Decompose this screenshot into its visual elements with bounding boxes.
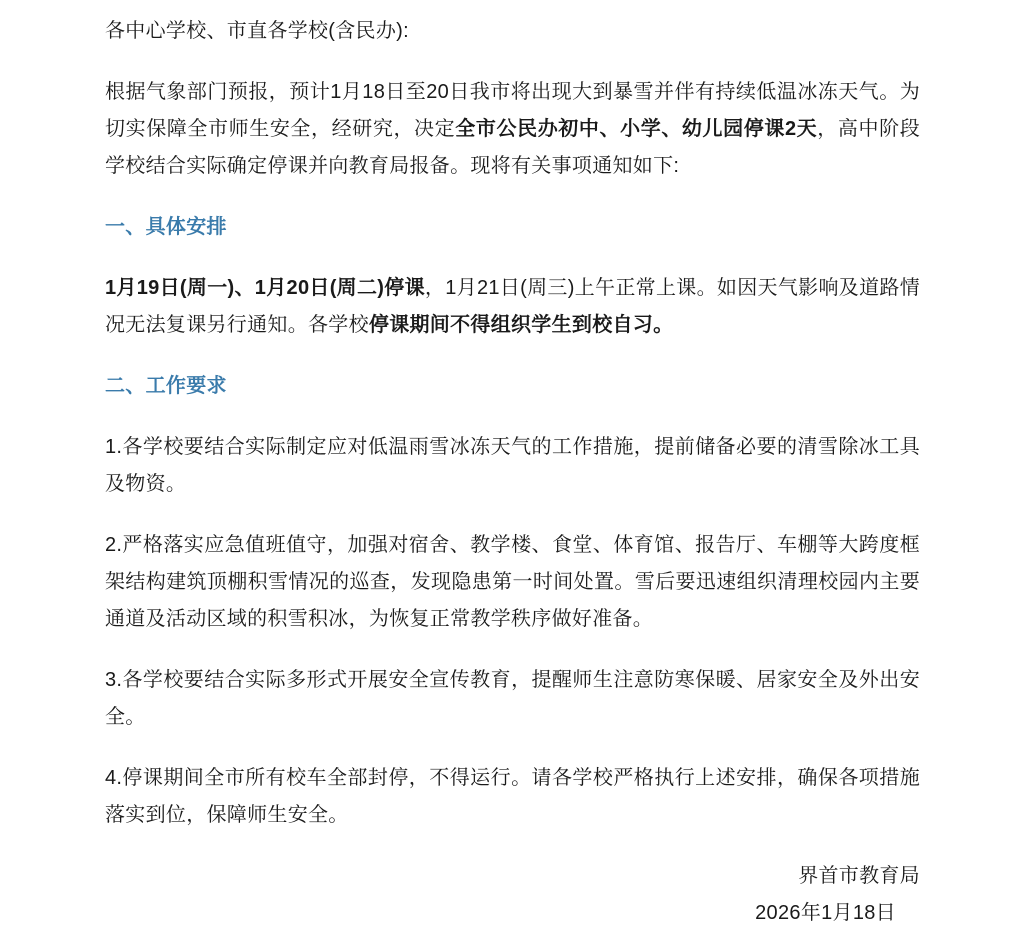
text-run: ，高中阶段学校结合实际确定停课并向教育局报备。现将有关事项通知如下: — [105, 118, 920, 177]
bold-text-run: 1月19日(周一)、1月20日(周二)停课 — [105, 277, 425, 299]
requirement-item-4: 4.停课期间全市所有校车全部封停，不得运行。请各学校严格执行上述安排，确保各项措施落实到位，保障师生安全。 — [105, 767, 920, 826]
bold-text-run: 全市公民办初中、小学、幼儿园停课2天 — [455, 118, 818, 140]
bold-text-run: 停课期间不得组织学生到校自习。 — [368, 314, 674, 336]
signature-org: 界首市教育局 — [798, 865, 920, 887]
requirement-item-2: 2.严格落实应急值班值守，加强对宿舍、教学楼、食堂、体育馆、报告厅、车棚等大跨度框架结构建筑顶棚积雪情况的巡查，发现隐患第一时间处置。雪后要迅速组织清理校园内主要通道及活动区域的积雪积冰，为恢复正常教学秩序做好准备。 — [105, 534, 920, 630]
section-2-heading: 二、工作要求 — [105, 375, 227, 397]
schedule-paragraph — [105, 270, 920, 344]
requirement-item-3: 3.各学校要结合实际多形式开展安全宣传教育，提醒师生注意防寒保暖、居家安全及外出安全。 — [105, 669, 920, 728]
signature-date: 2026年1月18日 — [755, 902, 896, 924]
salutation-line: 各中心学校、市直各学校(含民办): — [105, 20, 409, 42]
text-run: ，1月21日(周三)上午正常上课。如因天气影响及道路情况无法复课另行通知。各学校 — [105, 277, 920, 336]
intro-paragraph — [105, 74, 920, 185]
signature-block — [105, 858, 920, 932]
section-1-heading: 一、具体安排 — [105, 216, 227, 238]
text-run: 根据气象部门预报，预计1月18日至20日我市将出现大到暴雪并伴有持续低温冰冻天气。为切实保障全市师生安全，经研究，决定 — [105, 81, 920, 140]
requirement-item-1: 1.各学校要结合实际制定应对低温雨雪冰冻天气的工作措施，提前储备必要的清雪除冰工具及物资。 — [105, 436, 920, 495]
